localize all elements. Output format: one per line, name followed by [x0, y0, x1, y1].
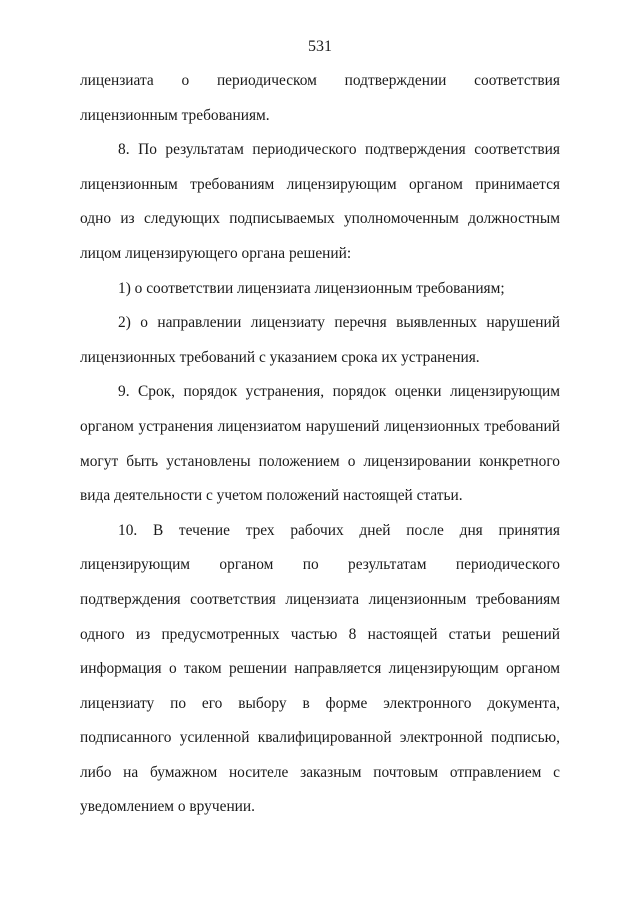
paragraph-10: 10. В течение трех рабочих дней после дня принятия лицензирующим органом по результатам периодического подтверждения соответствия лицензиата лицензионным требованиям одного из предусмотренных частью 8 настоящей статьи решений информация о таком решении направляется лицензирующим органом лицензиату по его выбору в форме электронного документа, подписанного усиленной квалифицированной электронной подписью, либо на бумажном носителе заказным почтовым отправлением с уведомлением о вручении. [80, 521, 560, 816]
paragraph-8-item-1: 1) о соответствии лицензиата лицензионным требованиям; [118, 279, 505, 297]
paragraph-continuation: лицензиата о периодическом подтверждении соответствия лицензионным требованиям. [80, 72, 560, 124]
page-number: 531 [308, 38, 332, 55]
paragraph-9: 9. Срок, порядок устранения, порядок оценки лицензирующим органом устранения лицензиатом нарушений лицензионных требований могут быть установлены положением о лицензировании конкретного вида деятельности с учетом положений настоящей статьи. [80, 383, 560, 505]
document-body [80, 64, 560, 825]
paragraph-8-item-2: 2) о направлении лицензиату перечня выявленных нарушений лицензионных требований с указанием срока их устранения. [80, 314, 560, 366]
paragraph-8: 8. По результатам периодического подтверждения соответствия лицензионным требованиям лицензирующим органом принимается одно из следующих подписываемых уполномоченным должностным лицом лицензирующего органа решений: [80, 141, 560, 262]
